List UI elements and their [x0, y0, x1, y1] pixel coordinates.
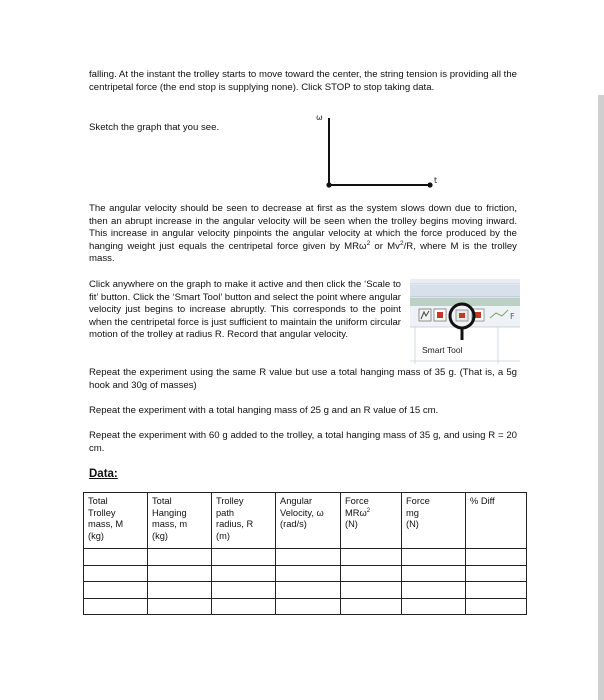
table-cell[interactable]: [84, 582, 148, 599]
table-cell[interactable]: [402, 598, 466, 615]
table-row: [84, 565, 527, 582]
explanation-text-main: The angular velocity should be seen to decrease at first as the system slows down due to friction, then an abrupt increase in the angular velocity will be seen when the trolley begins moving inward. This increase in angular velocity pinpoints the angular velocity at which the force produced by the hanging weight just equals the centripetal force given by MRω: [89, 203, 517, 252]
table-cell[interactable]: [212, 549, 276, 566]
smart-tool-button[interactable]: [456, 310, 468, 321]
repeat-paragraph-1: Repeat the experiment using the same R value but use a total hanging mass of 35 g. (That is, a 5g hook and 30g of masses): [89, 367, 517, 391]
toolbar-icon-label: F: [510, 312, 515, 321]
header-cell-hanging-mass: Total Hanging mass, m (kg): [148, 493, 212, 549]
graph-y-label: ω: [316, 113, 323, 122]
table-cell[interactable]: [148, 598, 212, 615]
table-header-row: [84, 493, 527, 549]
table-cell[interactable]: [276, 549, 341, 566]
smart-tool-label: Smart Tool: [422, 345, 463, 355]
toolbar-button-1[interactable]: [419, 309, 431, 321]
vertical-scrollbar[interactable]: [598, 95, 604, 700]
toolbar-button-2[interactable]: [434, 309, 446, 321]
instructions-paragraph: Click anywhere on the graph to make it active and then click the ‘Scale to fit’ button. Click the ‘Smart Tool’ button and select the point where angular velocity just begins to increase abruptly. This corresponds to the point when the centripetal force is just sufficient to maintain the uniform circular motion of the trolley at radius R. Record that angular velocity.: [89, 279, 401, 341]
header-cell-force-centripetal: Force MRω$^2$ (N): [341, 493, 402, 549]
table-cell[interactable]: [276, 565, 341, 582]
explanation-sup-1: 2: [366, 239, 371, 247]
table-cell[interactable]: [341, 582, 402, 599]
table-cell[interactable]: [148, 549, 212, 566]
table-cell[interactable]: [212, 565, 276, 582]
repeat-paragraph-2: Repeat the experiment with a total hanging mass of 25 g and an R value of 15 cm.: [89, 405, 439, 416]
table-cell[interactable]: [84, 549, 148, 566]
table-cell[interactable]: [466, 565, 527, 582]
table-cell[interactable]: [402, 549, 466, 566]
table-row: [84, 582, 527, 599]
table-cell[interactable]: [341, 598, 402, 615]
table-cell[interactable]: [84, 598, 148, 615]
table-cell[interactable]: [276, 598, 341, 615]
table-row: [84, 598, 527, 615]
table-cell[interactable]: [402, 565, 466, 582]
data-table: [83, 492, 527, 615]
table-cell[interactable]: [341, 565, 402, 582]
header-cell-angular-velocity: Angular Velocity, ω (rad/s): [276, 493, 341, 549]
explanation-sup-2: 2: [399, 239, 404, 247]
explanation-paragraph: [89, 203, 517, 266]
table-cell[interactable]: [84, 565, 148, 582]
intro-paragraph: falling. At the instant the trolley starts to move toward the center, the string tension is providing all the centripetal force (the end stop is supplying none). Click STOP to stop taking data.: [89, 69, 517, 93]
table-cell[interactable]: [466, 598, 527, 615]
table-cell[interactable]: [466, 582, 527, 599]
header-cell-radius: Trolley path radius, R (m): [212, 493, 276, 549]
table-cell[interactable]: [148, 565, 212, 582]
graph-origin-dot: [326, 182, 331, 187]
table-cell[interactable]: [212, 598, 276, 615]
data-heading: Data:: [89, 468, 118, 480]
sketch-graph: [312, 112, 442, 192]
repeat-paragraph-3: Repeat the experiment with 60 g added to the trolley, a total hanging mass of 35 g, and using R = 20 cm.: [89, 430, 517, 454]
header-cell-percent-diff: % Diff: [466, 493, 527, 549]
table-cell[interactable]: [341, 549, 402, 566]
explanation-text-mid: or Mv: [370, 240, 400, 252]
header-cell-trolley-mass: Total Trolley mass, M (kg): [84, 493, 148, 549]
table-cell[interactable]: [276, 582, 341, 599]
sketch-prompt: Sketch the graph that you see.: [89, 122, 220, 133]
table-cell[interactable]: [148, 582, 212, 599]
table-row: [84, 549, 527, 566]
explanation-text-end: /R, where M is the trolley mass.: [89, 240, 517, 265]
table-cell[interactable]: [402, 582, 466, 599]
header-cell-force-weight: Force mg (N): [402, 493, 466, 549]
table-cell[interactable]: [212, 582, 276, 599]
graph-end-dot: [427, 182, 432, 187]
table-cell[interactable]: [466, 549, 527, 566]
graph-x-label: t: [434, 176, 438, 185]
smart-tool-screenshot: [410, 278, 520, 364]
